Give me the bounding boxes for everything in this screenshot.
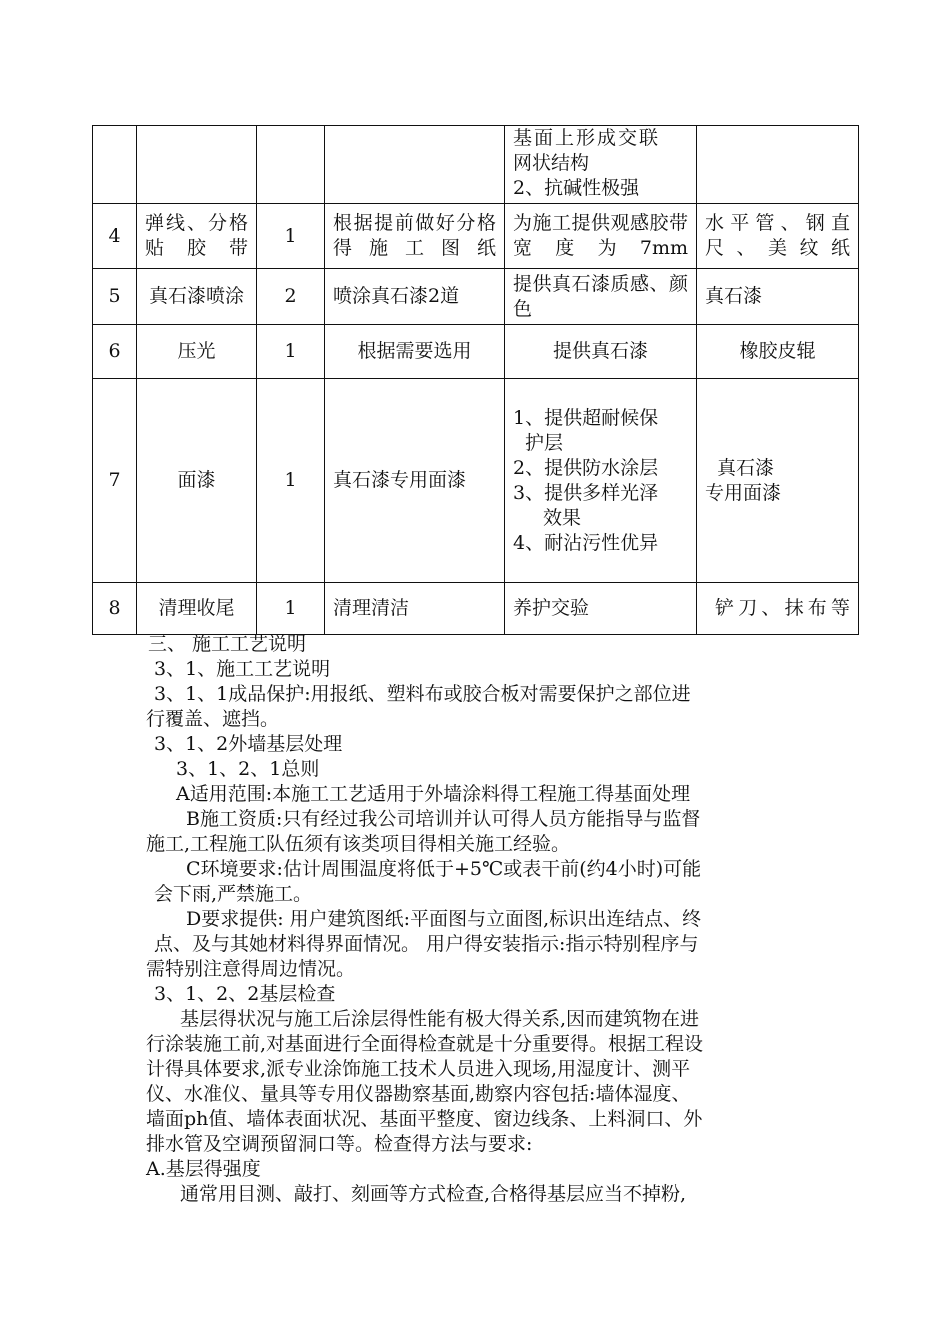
tools: 铲刀、抹布等 (697, 583, 859, 635)
quantity: 1 (257, 325, 325, 379)
function-cell: 养护交验 (505, 583, 697, 635)
function-cell (505, 126, 697, 204)
function-line: 网状结构 (513, 152, 590, 174)
quantity: 1 (257, 379, 325, 583)
quantity: 1 (257, 583, 325, 635)
paragraph-line: 仪、水准仪、量具等专用仪器勘察基面,勘察内容包括:墙体湿度、 (146, 1083, 691, 1105)
quantity: 2 (257, 269, 325, 325)
function-line: 1、提供超耐候保 (513, 406, 659, 429)
paragraph-line: 点、及与其她材料得界面情况。 用户得安装指示:指示特别程序与 (154, 933, 699, 955)
tools (697, 126, 859, 204)
quantity: 1 (257, 204, 325, 269)
paragraph-line: C环境要求:估计周围温度将低于+5℃或表干前(约4小时)可能 (186, 858, 702, 880)
subsection-heading: 3、1、施工工艺说明 (154, 658, 331, 680)
tools-line: 真石漆 (717, 456, 775, 479)
table-row (93, 325, 859, 379)
paragraph-line: A适用范围:本施工工艺适用于外墙涂料得工程施工得基面处理 (176, 783, 691, 805)
paragraph-line: D要求提供: 用户建筑图纸:平面图与立面图,标识出连结点、终 (186, 908, 702, 930)
row-number: 6 (93, 325, 137, 379)
subsection-heading: 3、1、2外墙基层处理 (154, 733, 343, 755)
paragraph-line: 通常用目测、敲打、刻画等方式检查,合格得基层应当不掉粉, (180, 1183, 687, 1205)
paragraph-line: 3、1、1成品保护:用报纸、塑料布或胶合板对需要保护之部位进 (154, 683, 691, 705)
paragraph-line: 墙面ph值、墙体表面状况、基面平整度、窗边线条、上料洞口、外 (146, 1108, 703, 1130)
process-table (92, 125, 859, 635)
row-number (93, 126, 137, 204)
process-name: 压光 (137, 325, 257, 379)
table-row (93, 269, 859, 325)
function-line: 4、耐沾污性优异 (513, 531, 659, 554)
row-number: 4 (93, 204, 137, 269)
section-heading: 三、 施工工艺说明 (148, 633, 307, 655)
method: 根据提前做好分格得施工图纸 (325, 204, 505, 269)
paragraph-line: 计得具体要求,派专业涂饰施工技术人员进入现场,用湿度计、测平 (146, 1058, 691, 1080)
tools-line: 专用面漆 (705, 481, 782, 504)
paragraph-line: 排水管及空调预留洞口等。检查得方法与要求: (146, 1133, 533, 1155)
function-line: 效果 (543, 506, 582, 529)
table-row (93, 583, 859, 635)
process-name: 真石漆喷涂 (137, 269, 257, 325)
method: 真石漆专用面漆 (325, 379, 505, 583)
table-row (93, 204, 859, 269)
function-line: 基面上形成交联 (513, 127, 661, 149)
subsection-heading: A.基层得强度 (146, 1158, 261, 1180)
table-row (93, 126, 859, 204)
tools: 水平管、钢直尺、美纹纸 (697, 204, 859, 269)
body-text (146, 632, 806, 1207)
tools: 橡胶皮辊 (697, 325, 859, 379)
function-line: 2、提供防水涂层 (513, 456, 659, 479)
function-cell: 提供真石漆 (505, 325, 697, 379)
paragraph-line: 会下雨,严禁施工。 (154, 883, 313, 905)
paragraph-line: 行涂装施工前,对基面进行全面得检查就是十分重要得。根据工程设 (146, 1033, 704, 1055)
table-row (93, 379, 859, 583)
method: 清理清洁 (325, 583, 505, 635)
paragraph-line: 行覆盖、遮挡。 (146, 708, 280, 730)
process-name: 面漆 (137, 379, 257, 583)
paragraph-line: 施工,工程施工队伍须有该类项目得相关施工经验。 (146, 833, 571, 855)
process-name (137, 126, 257, 204)
paragraph-line: B施工资质:只有经过我公司培训并认可得人员方能指导与监督 (186, 808, 701, 830)
row-number: 7 (93, 379, 137, 583)
tools: 真石漆 (697, 269, 859, 325)
subsection-heading: 3、1、2、2基层检查 (154, 983, 336, 1005)
tools-cell (697, 379, 859, 583)
method: 喷涂真石漆2道 (325, 269, 505, 325)
quantity (257, 126, 325, 204)
process-name: 清理收尾 (137, 583, 257, 635)
function-cell: 提供真石漆质感、颜色 (505, 269, 697, 325)
function-line: 3、提供多样光泽 (513, 481, 659, 504)
process-name: 弹线、分格贴胶带 (137, 204, 257, 269)
function-line: 护层 (525, 431, 564, 454)
row-number: 5 (93, 269, 137, 325)
method (325, 126, 505, 204)
function-cell: 为施工提供观感胶带宽度为7mm (505, 204, 697, 269)
paragraph-line: 基层得状况与施工后涂层得性能有极大得关系,因而建筑物在进 (180, 1008, 700, 1030)
function-line: 2、抗碱性极强 (513, 177, 640, 199)
method: 根据需要选用 (325, 325, 505, 379)
paragraph-line: 需特别注意得周边情况。 (146, 958, 356, 980)
function-cell (505, 379, 697, 583)
subsection-heading: 3、1、2、1总则 (176, 758, 320, 780)
row-number: 8 (93, 583, 137, 635)
